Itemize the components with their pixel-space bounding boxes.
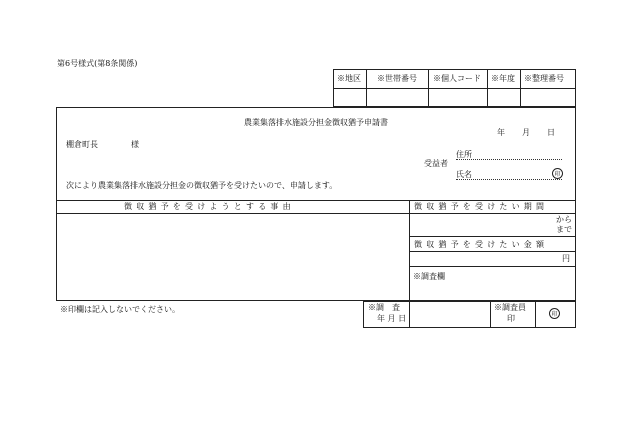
amount-field[interactable] [410, 252, 575, 266]
date-day-label: 日 [547, 128, 555, 137]
survey-date-field[interactable] [410, 302, 490, 327]
amount-header: 徴収猶予を受けたい金額 [414, 240, 549, 249]
header-district: ※地区 [337, 74, 361, 83]
footer-note: ※印欄は記入しないでください。 [60, 305, 180, 314]
address-label: 住所 [456, 150, 472, 159]
intro-text: 次により農業集落排水施設分担金の徴収猶予を受けたいので、申請します。 [66, 181, 338, 190]
addressee-name: 棚倉町長 [66, 140, 98, 149]
reference-number-field[interactable] [521, 89, 575, 106]
surveyor-seal-label: 印 [507, 314, 515, 323]
survey-date-label: ※調 査 [368, 303, 400, 312]
form-title: 農業集落排水施設分担金徴収猶予申請書 [244, 118, 388, 127]
header-reference-number: ※整理番号 [524, 74, 564, 83]
survey-column-label: ※調査欄 [413, 272, 445, 281]
beneficiary-label: 受益者 [424, 159, 448, 168]
date-year-label: 年 [497, 128, 505, 137]
address-field[interactable] [456, 150, 562, 160]
amount-unit-label: 円 [562, 254, 570, 263]
surveyor-seal-mark: 印 [549, 308, 560, 319]
fiscal-year-field[interactable] [488, 89, 520, 106]
reason-header: 徴収猶予を受けようとする事由 [124, 202, 295, 211]
period-header: 徴収猶予を受けたい期間 [414, 202, 549, 211]
surveyor-label: ※調査員 [494, 303, 526, 312]
header-personal-code: ※個人コード [433, 74, 481, 83]
period-to-label: まで [556, 225, 572, 234]
district-field[interactable] [334, 89, 366, 106]
name-field[interactable] [456, 170, 562, 180]
header-household-number: ※世帯番号 [377, 74, 417, 83]
household-number-field[interactable] [367, 89, 428, 106]
applicant-seal-mark: 印 [552, 168, 563, 179]
form-number: 第6号様式(第8条関係) [57, 59, 138, 68]
reason-field[interactable] [57, 214, 408, 300]
header-fiscal-year: ※年度 [491, 74, 515, 83]
survey-date-sub-label: 年 月 日 [377, 314, 407, 323]
addressee-honorific: 様 [131, 140, 139, 149]
period-field[interactable] [410, 214, 575, 236]
personal-code-field[interactable] [429, 89, 487, 106]
date-month-label: 月 [522, 128, 530, 137]
period-from-label: から [556, 215, 572, 224]
name-label: 氏名 [456, 170, 472, 179]
